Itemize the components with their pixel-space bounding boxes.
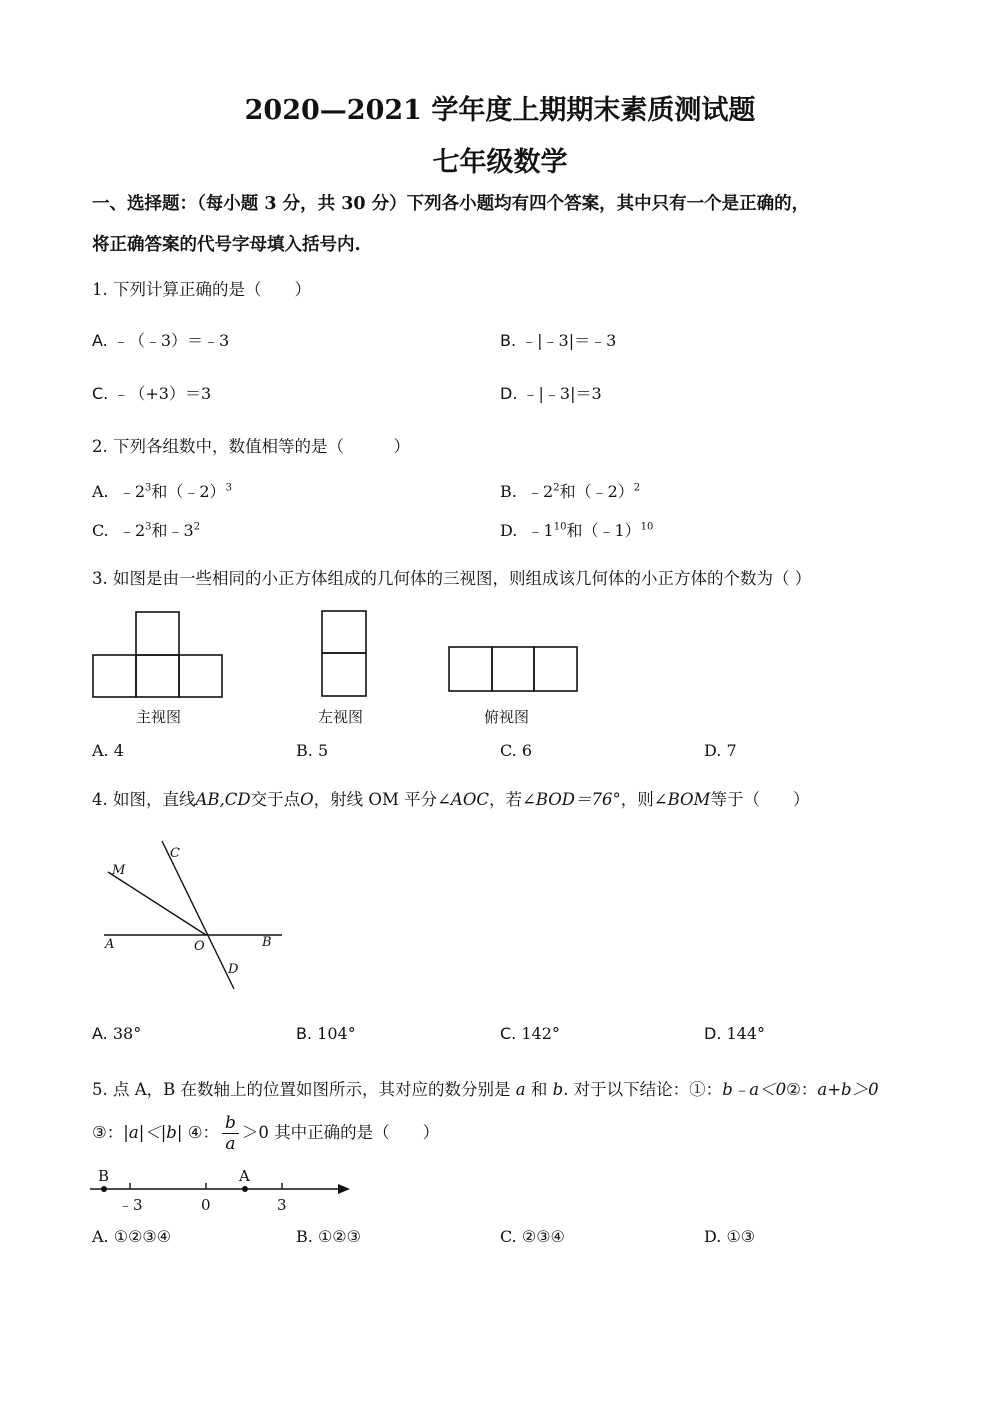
point-a <box>242 1186 248 1192</box>
point-label-m: M <box>112 863 126 878</box>
tick-label-pos3: 3 <box>277 1196 287 1214</box>
page-subtitle: 七年级数学 <box>432 147 568 178</box>
option-label: C. <box>500 741 517 760</box>
exponent: 10 <box>553 521 567 533</box>
option-part: 和（﹣2） <box>151 482 226 501</box>
question-5-option-c[interactable] <box>500 1227 565 1246</box>
section-instruction-line2: 将正确答案的代号字母填入括号内. <box>92 235 361 255</box>
option-text: ﹣（+3）＝3 <box>113 384 212 403</box>
point-label-b: B <box>98 1167 110 1185</box>
stem-text: 5. 点 A，B 在数轴上的位置如图所示，其对应的数分别是 <box>92 1080 511 1099</box>
stem-text: 交于点 <box>250 790 301 809</box>
math-expr: b﹣a＜0 <box>722 1080 787 1099</box>
option-text: ﹣|﹣3|＝﹣3 <box>521 331 617 350</box>
math-angle: ∠BOM <box>653 790 711 809</box>
question-5-option-a[interactable] <box>92 1227 171 1246</box>
math-lines: AB,CD <box>195 790 251 809</box>
option-label: A. <box>92 1227 109 1246</box>
option-text: 104° <box>317 1024 356 1043</box>
option-label: D. <box>500 384 518 403</box>
fraction-numerator: b <box>222 1113 239 1134</box>
question-3-stem: 3. 如图是由一些相同的小正方体组成的几何体的三视图，则组成该几何体的小正方体的个数为（ ） <box>92 569 812 588</box>
stem-text: ③： <box>92 1123 124 1142</box>
option-text: ①②③ <box>317 1227 361 1246</box>
math-point: O <box>300 790 314 809</box>
option-label: B. <box>296 741 313 760</box>
option-text: 5 <box>317 741 329 760</box>
exponent: 2 <box>553 482 560 494</box>
point-b <box>101 1186 107 1192</box>
option-label: D. <box>704 741 722 760</box>
option-label: C. <box>92 384 109 403</box>
point-label-a: A <box>239 1167 250 1185</box>
option-label: A. <box>92 1024 108 1043</box>
math-expr: |a|＜|b| <box>123 1123 183 1142</box>
option-label: A. <box>92 482 109 501</box>
page-title: 2020—2021 学年度上期期末素质测试题 <box>244 95 756 126</box>
option-label: C. <box>500 1024 517 1043</box>
option-label: A. <box>92 741 109 760</box>
question-5-option-b[interactable] <box>296 1227 361 1246</box>
option-text: ①③ <box>726 1227 756 1246</box>
option-part: ﹣2 <box>118 521 146 540</box>
option-text: 144° <box>726 1024 766 1043</box>
option-label: C. <box>500 1227 517 1246</box>
stem-text: ④： <box>187 1123 219 1142</box>
exponent: 2 <box>193 521 201 533</box>
option-text: ②③④ <box>521 1227 565 1246</box>
option-label: B. <box>500 482 517 501</box>
option-label: B. <box>500 331 517 350</box>
question-5-option-d[interactable] <box>704 1227 755 1246</box>
option-text: 38° <box>112 1024 142 1043</box>
option-label: D. <box>704 1227 722 1246</box>
math-expr: a+b＞0 <box>817 1080 879 1099</box>
point-label-c: C <box>170 846 180 861</box>
math-var: b <box>552 1080 564 1099</box>
stem-text: ，若 <box>489 790 522 809</box>
option-text: 4 <box>113 741 124 760</box>
option-label: B. <box>296 1227 313 1246</box>
stem-text: 4. 如图，直线 <box>92 790 196 809</box>
point-label-d: D <box>228 962 239 977</box>
exponent: 2 <box>633 482 641 494</box>
exponent: 3 <box>145 482 152 494</box>
stem-text: 和 <box>530 1080 548 1099</box>
option-label: D. <box>500 521 518 540</box>
option-label: A. <box>92 331 108 350</box>
stem-text: ，射线 OM 平分 <box>313 790 438 809</box>
stem-text: 等于（ ） <box>710 790 810 809</box>
section-instruction-line1: 一、选择题：（每小题 3 分，共 30 分）下列各小题均有四个答案，其中只有一个是正确的， <box>92 194 810 214</box>
math-angle: ∠BOD＝76° <box>522 790 621 809</box>
option-part: ﹣2 <box>118 482 145 501</box>
option-part: ﹣2 <box>527 482 554 501</box>
stem-text: . 对于以下结论：①： <box>563 1080 723 1099</box>
math-angle: ∠AOC <box>437 790 489 809</box>
option-part: 和（﹣1） <box>566 521 641 540</box>
option-label: C. <box>92 521 109 540</box>
fraction-denominator: a <box>225 1134 236 1154</box>
option-part: ﹣1 <box>527 521 554 540</box>
axis-arrow <box>338 1184 350 1194</box>
left-view-label: 左视图 <box>318 708 364 726</box>
option-text: ①②③④ <box>113 1227 172 1246</box>
exponent: 10 <box>640 521 654 533</box>
option-text: 7 <box>726 741 737 760</box>
option-label: D. <box>704 1024 722 1043</box>
exponent: 3 <box>145 521 152 533</box>
option-text: ﹣（﹣3）＝﹣3 <box>112 331 230 350</box>
tick-label-neg3: ﹣3 <box>118 1196 143 1214</box>
front-view-label: 主视图 <box>136 708 182 726</box>
stem-text: ②： <box>786 1080 818 1099</box>
option-part: 和（﹣2） <box>559 482 634 501</box>
question-1-stem: 1. 下列计算正确的是（ ） <box>92 280 311 299</box>
point-label-b: B <box>262 935 272 950</box>
question-2-stem: 2. 下列各组数中，数值相等的是（ ） <box>92 437 410 456</box>
math-var: a <box>515 1080 526 1099</box>
exponent: 3 <box>225 482 232 494</box>
option-text: 142° <box>521 1024 560 1043</box>
option-text: 6 <box>521 741 533 760</box>
stem-text: ，则 <box>620 790 654 809</box>
option-text: ﹣|﹣3|＝3 <box>522 384 602 403</box>
top-view-label: 俯视图 <box>484 708 530 726</box>
point-label-o: O <box>194 939 205 954</box>
option-part: 和﹣3 <box>151 521 194 540</box>
tick-label-zero: 0 <box>201 1196 211 1214</box>
point-label-a: A <box>105 937 115 952</box>
option-label: B. <box>296 1024 313 1043</box>
stem-text: ＞0 其中正确的是（ ） <box>241 1123 440 1142</box>
